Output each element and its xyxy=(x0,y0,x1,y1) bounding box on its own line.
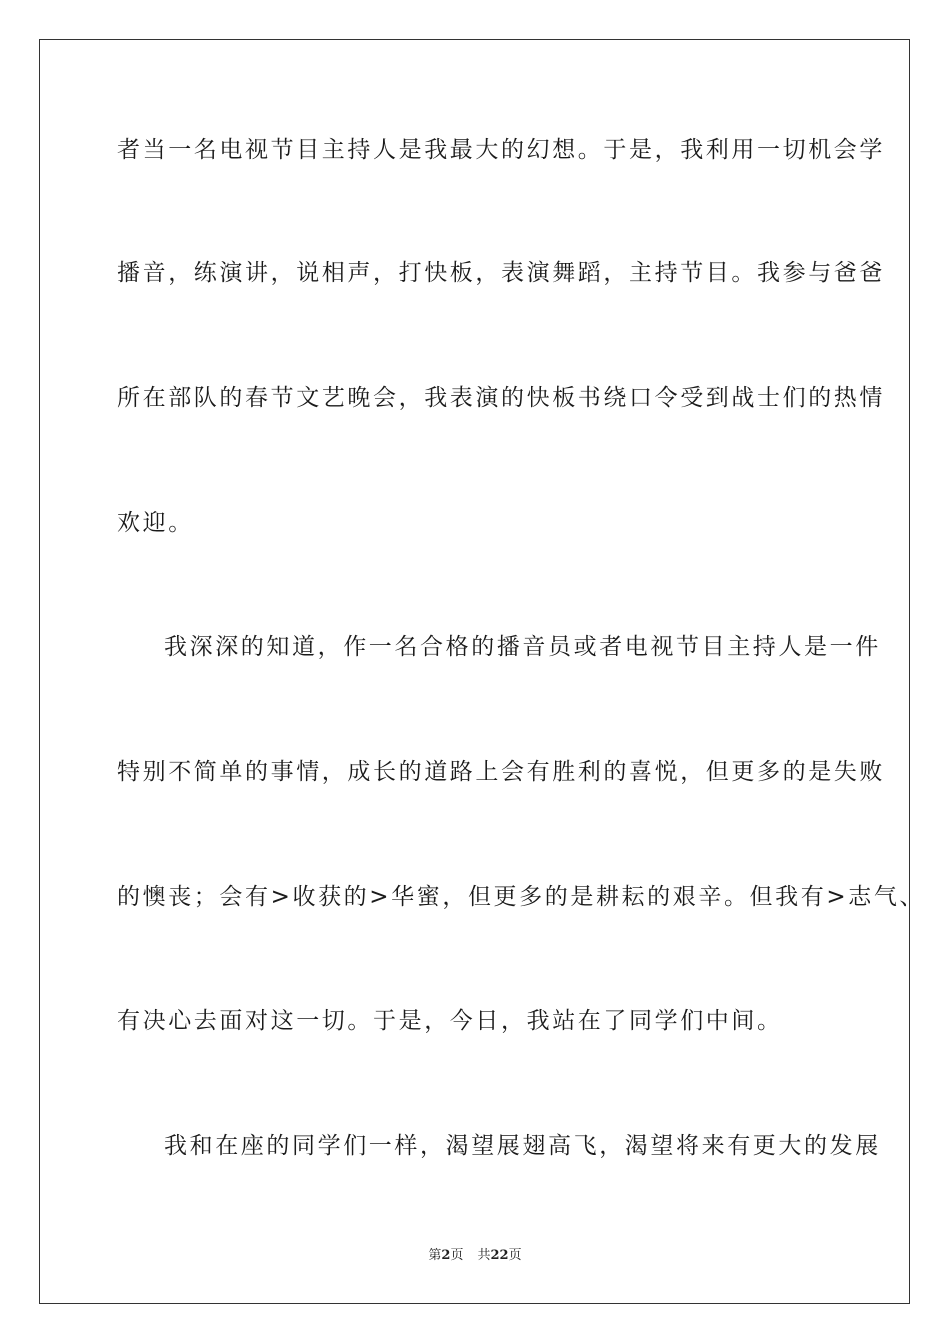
page-frame xyxy=(39,39,926,1304)
footer-total-suffix: 页 xyxy=(508,1248,522,1263)
body-line-7: 的懊丧；会有>收获的>华蜜，但更多的是耕耘的艰辛。但我有>志气、 xyxy=(117,884,926,910)
body-line-4: 欢迎。 xyxy=(117,510,194,536)
body-line-9: 我和在座的同学们一样，渴望展翅高飞，渴望将来有更大的发展 xyxy=(164,1133,881,1159)
footer-total-prefix: 共 xyxy=(477,1248,491,1263)
body-line-5: 我深深的知道，作一名合格的播音员或者电视节目主持人是一件 xyxy=(164,634,881,660)
page-footer xyxy=(0,1247,950,1265)
footer-page-number: 2 xyxy=(441,1248,451,1263)
footer-page-suffix: 页 xyxy=(450,1248,464,1263)
body-line-2: 播音，练演讲，说相声，打快板，表演舞蹈，主持节目。我参与爸爸 xyxy=(117,260,885,286)
body-line-1: 者当一名电视节目主持人是我最大的幻想。于是，我利用一切机会学 xyxy=(117,137,885,163)
body-line-3: 所在部队的春节文艺晚会，我表演的快板书绕口令受到战士们的热情 xyxy=(117,385,885,411)
footer-page-prefix: 第 xyxy=(428,1248,442,1263)
footer-total-pages: 22 xyxy=(490,1248,509,1263)
body-line-8: 有决心去面对这一切。于是，今日，我站在了同学们中间。 xyxy=(117,1008,783,1034)
body-line-6: 特别不简单的事情，成长的道路上会有胜利的喜悦，但更多的是失败 xyxy=(117,759,885,785)
